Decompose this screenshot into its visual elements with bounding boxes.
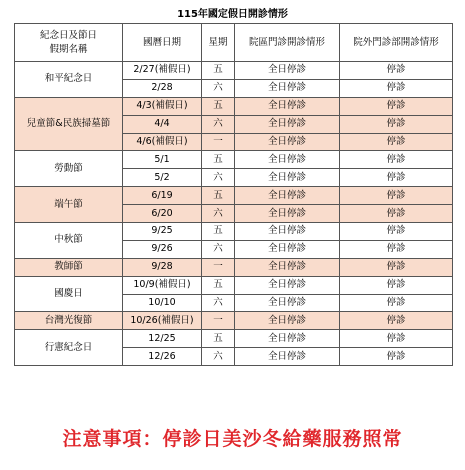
weekday-cell: 五	[202, 187, 235, 205]
table-row	[15, 97, 453, 115]
external-status-cell: 停診	[340, 187, 453, 205]
weekday-cell: 五	[202, 223, 235, 241]
external-status-cell: 停診	[340, 240, 453, 258]
date-cell: 5/2	[123, 169, 202, 187]
date-cell: 9/28	[123, 258, 202, 276]
outpatient-status-cell: 全日停診	[235, 348, 340, 366]
holiday-name-cell: 兒童節&民族掃墓節	[15, 97, 123, 151]
date-cell: 10/26(補假日)	[123, 312, 202, 330]
weekday-cell: 六	[202, 294, 235, 312]
external-status-cell: 停診	[340, 97, 453, 115]
outpatient-status-cell: 全日停診	[235, 258, 340, 276]
header-weekday: 星期	[202, 24, 235, 62]
external-status-cell: 停診	[340, 205, 453, 223]
outpatient-status-cell: 全日停診	[235, 79, 340, 97]
date-cell: 4/4	[123, 115, 202, 133]
header-holiday-name-line1: 紀念日及節日	[39, 29, 97, 41]
date-cell: 2/28	[123, 79, 202, 97]
weekday-cell: 五	[202, 276, 235, 294]
external-status-cell: 停診	[340, 62, 453, 80]
weekday-cell: 五	[202, 330, 235, 348]
date-cell: 9/25	[123, 223, 202, 241]
external-status-cell: 停診	[340, 276, 453, 294]
weekday-cell: 一	[202, 133, 235, 151]
date-cell: 6/19	[123, 187, 202, 205]
external-status-cell: 停診	[340, 258, 453, 276]
outpatient-status-cell: 全日停診	[235, 240, 340, 258]
date-cell: 4/6(補假日)	[123, 133, 202, 151]
header-holiday-name-line2: 假期名稱	[49, 43, 88, 55]
header-date: 國曆日期	[123, 24, 202, 62]
holiday-name-cell: 國慶日	[15, 276, 123, 312]
weekday-cell: 六	[202, 348, 235, 366]
table-row	[15, 330, 453, 348]
table-row	[15, 62, 453, 80]
date-cell: 2/27(補假日)	[123, 62, 202, 80]
date-cell: 12/26	[123, 348, 202, 366]
table-row	[15, 312, 453, 330]
outpatient-status-cell: 全日停診	[235, 312, 340, 330]
table-row	[15, 151, 453, 169]
external-status-cell: 停診	[340, 169, 453, 187]
weekday-cell: 六	[202, 115, 235, 133]
notice-text: 注意事項：停診日美沙冬給藥服務照常	[62, 428, 403, 450]
weekday-cell: 六	[202, 169, 235, 187]
outpatient-status-cell: 全日停診	[235, 330, 340, 348]
weekday-cell: 五	[202, 151, 235, 169]
weekday-cell: 五	[202, 62, 235, 80]
external-status-cell: 停診	[340, 294, 453, 312]
weekday-cell: 五	[202, 97, 235, 115]
holiday-name-cell: 台灣光復節	[15, 312, 123, 330]
date-cell: 6/20	[123, 205, 202, 223]
external-status-cell: 停診	[340, 312, 453, 330]
outpatient-status-cell: 全日停診	[235, 294, 340, 312]
holiday-name-cell: 教師節	[15, 258, 123, 276]
outpatient-status-cell: 全日停診	[235, 205, 340, 223]
table-row	[15, 258, 453, 276]
outpatient-status-cell: 全日停診	[235, 187, 340, 205]
outpatient-status-cell: 全日停診	[235, 62, 340, 80]
table-row	[15, 187, 453, 205]
outpatient-status-cell: 全日停診	[235, 169, 340, 187]
outpatient-status-cell: 全日停診	[235, 151, 340, 169]
date-cell: 10/9(補假日)	[123, 276, 202, 294]
date-cell: 10/10	[123, 294, 202, 312]
external-status-cell: 停診	[340, 223, 453, 241]
external-status-cell: 停診	[340, 79, 453, 97]
holiday-name-cell: 中秋節	[15, 223, 123, 259]
weekday-cell: 一	[202, 258, 235, 276]
header-external: 院外門診部開診情形	[340, 24, 453, 62]
date-cell: 5/1	[123, 151, 202, 169]
outpatient-status-cell: 全日停診	[235, 276, 340, 294]
table-header-row	[15, 24, 453, 62]
header-outpatient: 院區門診開診情形	[235, 24, 340, 62]
external-status-cell: 停診	[340, 348, 453, 366]
external-status-cell: 停診	[340, 133, 453, 151]
outpatient-status-cell: 全日停診	[235, 115, 340, 133]
table-row	[15, 276, 453, 294]
holiday-name-cell: 和平紀念日	[15, 62, 123, 98]
outpatient-status-cell: 全日停診	[235, 133, 340, 151]
external-status-cell: 停診	[340, 330, 453, 348]
holiday-schedule-table	[14, 23, 453, 366]
holiday-name-cell: 勞動節	[15, 151, 123, 187]
date-cell: 12/25	[123, 330, 202, 348]
date-cell: 4/3(補假日)	[123, 97, 202, 115]
date-cell: 9/26	[123, 240, 202, 258]
weekday-cell: 一	[202, 312, 235, 330]
page-title: 115年國定假日開診情形	[177, 9, 288, 20]
header-holiday-name	[15, 24, 123, 62]
weekday-cell: 六	[202, 240, 235, 258]
external-status-cell: 停診	[340, 151, 453, 169]
holiday-name-cell: 端午節	[15, 187, 123, 223]
outpatient-status-cell: 全日停診	[235, 223, 340, 241]
weekday-cell: 六	[202, 205, 235, 223]
holiday-name-cell: 行憲紀念日	[15, 330, 123, 366]
table-row	[15, 223, 453, 241]
table-body	[15, 62, 453, 366]
outpatient-status-cell: 全日停診	[235, 97, 340, 115]
external-status-cell: 停診	[340, 115, 453, 133]
weekday-cell: 六	[202, 79, 235, 97]
